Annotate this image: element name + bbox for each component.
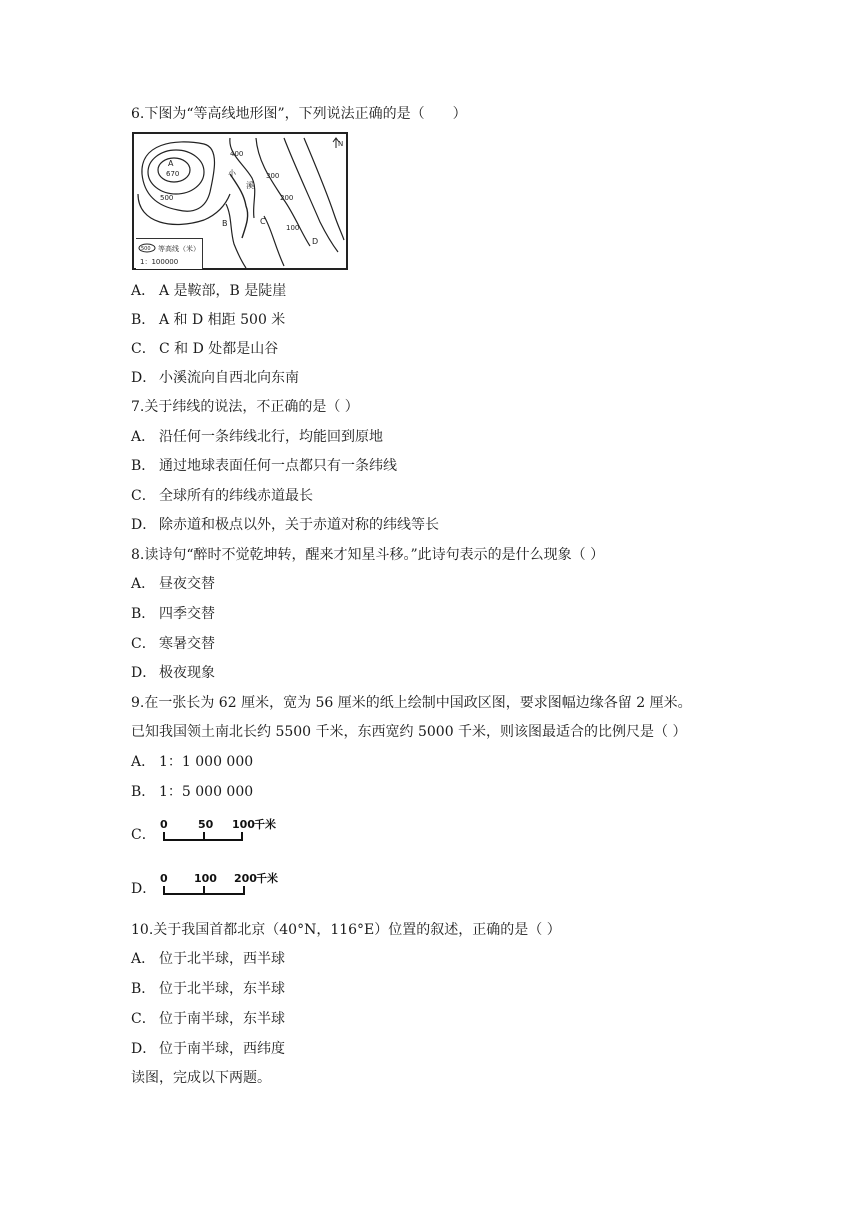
legend-contour-text: 等高线（米） (158, 245, 200, 253)
q6-option-c (131, 339, 278, 359)
scale-d-tick-1: 100 (194, 872, 217, 885)
option-label: D． (131, 881, 157, 897)
option-label: C． (131, 488, 156, 504)
q8-option-b (131, 604, 215, 624)
point-d-label: D (312, 237, 319, 246)
option-text: 极夜现象 (159, 665, 215, 681)
contour-map (132, 132, 348, 270)
option-text: 沿任何一条纬线北行，均能回到原地 (159, 429, 383, 445)
option-text: 1：1 000 000 (159, 754, 254, 770)
option-label: A． (131, 283, 156, 299)
option-label: A． (131, 429, 156, 445)
option-label: C． (131, 341, 156, 357)
option-label: B． (131, 458, 156, 474)
scale-c-tick-0: 0 (160, 818, 168, 831)
scale-d-unit: 千米 (256, 872, 278, 885)
contour-line (304, 138, 344, 240)
option-text: 小溪流向自西北向东南 (159, 370, 299, 386)
q10-option-d (131, 1039, 285, 1059)
question-8-stem: 8.读诗句“醉时不觉乾坤转，醒来才知星斗移。”此诗句表示的是什么现象（ ） (131, 547, 605, 563)
option-label: C． (131, 636, 156, 652)
q9-option-b (131, 782, 253, 802)
q9-option-d (131, 879, 159, 899)
option-text: 全球所有的纬线赤道最长 (159, 488, 313, 504)
stream-label-2: 溪 (246, 181, 254, 190)
option-label: C． (131, 827, 156, 843)
legend-contour-value: 500 (141, 246, 151, 252)
option-text: 位于北半球，西半球 (159, 951, 285, 967)
stream-label-1: 小 (228, 169, 236, 178)
scale-c-tick-2: 100 (232, 818, 255, 831)
scale-c-bar (164, 832, 242, 840)
option-label: D． (131, 517, 157, 533)
contour-200-label: 200 (280, 194, 294, 202)
option-label: A． (131, 576, 156, 592)
option-label: D． (131, 370, 157, 386)
q6-option-d (131, 368, 299, 388)
option-label: A． (131, 754, 156, 770)
legend-scale: 1：100000 (140, 258, 179, 266)
map-legend (136, 238, 203, 269)
valley-line (264, 216, 284, 266)
option-label: B． (131, 312, 156, 328)
q8-option-a (131, 574, 215, 594)
q8-option-d (131, 663, 215, 683)
option-text: 寒暑交替 (159, 636, 215, 652)
contour-line (256, 138, 310, 246)
option-text: 通过地球表面任何一点都只有一条纬线 (159, 458, 397, 474)
option-text: 1：5 000 000 (159, 784, 254, 800)
option-label: D． (131, 1041, 157, 1057)
option-label: A． (131, 951, 156, 967)
peak-elevation-label: 670 (166, 170, 180, 178)
option-label: B． (131, 606, 156, 622)
question-9-stem-line-2: 已知我国领土南北长约 5500 千米，东西宽约 5000 千米，则该图最适合的比例尺是（ ） (131, 724, 687, 740)
q10-option-b (131, 979, 285, 999)
option-text: 除赤道和极点以外，关于赤道对称的纬线等长 (159, 517, 439, 533)
point-b-label: B (222, 219, 228, 228)
q7-option-b (131, 456, 397, 476)
legend-box (136, 239, 202, 269)
option-label: B． (131, 784, 156, 800)
north-label: N (338, 140, 344, 148)
q7-option-d (131, 515, 439, 535)
q9-option-a (131, 752, 253, 772)
contour-500-label: 500 (160, 194, 174, 202)
option-label: C． (131, 1011, 156, 1027)
contour-line (138, 194, 230, 224)
option-label: D． (131, 665, 157, 681)
option-text: 位于北半球，东半球 (159, 981, 285, 997)
q8-option-c (131, 634, 215, 654)
next-section-intro: 读图，完成以下两题。 (131, 1070, 271, 1086)
q10-option-c (131, 1009, 285, 1029)
option-text: A 是鞍部，B 是陡崖 (159, 283, 287, 299)
scale-bar-d (160, 870, 290, 898)
scale-d-bar (164, 886, 244, 894)
question-10-stem: 10.关于我国首都北京（40°N，116°E）位置的叙述，正确的是（ ） (131, 922, 561, 938)
question-7-stem: 7.关于纬线的说法，不正确的是（ ） (131, 399, 359, 415)
option-label: B． (131, 981, 156, 997)
q6-option-a (131, 281, 286, 301)
contour-300-label: 300 (266, 172, 280, 180)
point-a-label: A (168, 159, 174, 168)
q7-option-c (131, 486, 313, 506)
scale-d-tick-0: 0 (160, 872, 168, 885)
stream-line (230, 174, 248, 238)
scale-bar-c (160, 816, 290, 844)
option-text: 四季交替 (159, 606, 215, 622)
q7-option-a (131, 427, 383, 447)
contour-400-label: 400 (230, 150, 244, 158)
q10-option-a (131, 949, 285, 969)
scale-c-tick-1: 50 (198, 818, 214, 831)
question-9-stem-line-1: 9.在一张长为 62 厘米，宽为 56 厘米的纸上绘制中国政区图，要求图幅边缘各留 2 厘米。 (131, 695, 692, 711)
q6-option-b (131, 310, 285, 330)
point-c-label: C (260, 217, 266, 226)
option-text: A 和 D 相距 500 米 (159, 312, 286, 328)
scale-c-unit: 千米 (254, 818, 276, 831)
contour-100-label: 100 (286, 224, 300, 232)
option-text: 位于南半球，东半球 (159, 1011, 285, 1027)
scale-d-tick-2: 200 (234, 872, 257, 885)
question-6-stem: 6.下图为“等高线地形图”，下列说法正确的是（ ） (131, 106, 467, 122)
option-text: 昼夜交替 (159, 576, 215, 592)
q9-option-c (131, 825, 159, 845)
option-text: 位于南半球，西纬度 (159, 1041, 285, 1057)
option-text: C 和 D 处都是山谷 (159, 341, 279, 357)
